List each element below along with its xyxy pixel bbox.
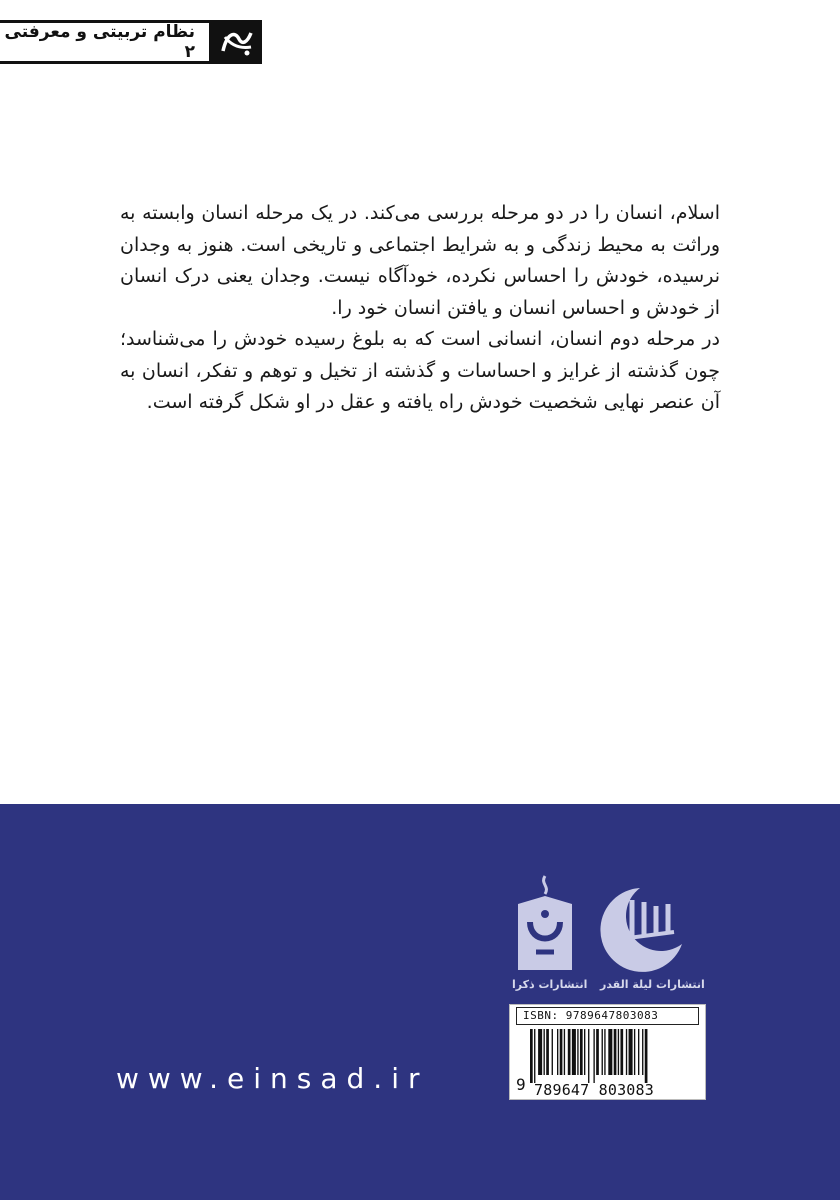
publisher-logos bbox=[512, 862, 705, 1002]
barcode-bar bbox=[614, 1029, 617, 1075]
barcode-bar bbox=[593, 1029, 594, 1083]
barcode-bar bbox=[618, 1029, 619, 1075]
barcode-bar bbox=[560, 1029, 563, 1075]
barcode-bar bbox=[588, 1029, 589, 1083]
barcode-bar bbox=[634, 1029, 635, 1075]
barcode-bar bbox=[564, 1029, 565, 1075]
barcode-bar bbox=[572, 1029, 576, 1075]
barcode-bar bbox=[546, 1029, 549, 1075]
barcode-bar bbox=[577, 1029, 578, 1075]
barcode-bar bbox=[538, 1029, 542, 1075]
isbn-barcode bbox=[509, 1004, 706, 1100]
barcode-bar bbox=[604, 1029, 605, 1075]
series-header bbox=[0, 20, 262, 70]
barcode-bar bbox=[534, 1029, 535, 1083]
barcode-bar bbox=[626, 1029, 627, 1075]
back-cover-text bbox=[120, 198, 720, 419]
barcode-bar bbox=[568, 1029, 571, 1075]
paragraph: اسلام، انسان را در دو مرحله بررسی می‌کند. در یک مرحله انسان وابسته به وراثت به محیط زندگی و به شرایط اجتماعی و تاریخی است. هنوز به وجدان نرسیده، خودش را احساس نکرده، خودآگاه نیست. وجدان یعنی درک انسان از خودش و احساس انسان و یافتن انسان خود را. bbox=[120, 202, 720, 319]
website-url: www.einsad.ir bbox=[116, 1062, 429, 1095]
barcode-bar bbox=[552, 1029, 553, 1075]
isbn-first-digit: 9 bbox=[516, 1075, 526, 1094]
barcode-bar bbox=[629, 1029, 633, 1075]
barcode-bars bbox=[530, 1029, 690, 1083]
barcode-bar bbox=[620, 1029, 623, 1075]
barcode-bar bbox=[642, 1029, 643, 1075]
barcode-bar bbox=[584, 1029, 585, 1075]
barcode-bar bbox=[638, 1029, 639, 1075]
footer-panel bbox=[0, 804, 840, 1200]
zekra-logo-icon bbox=[512, 874, 578, 974]
barcode-bar bbox=[602, 1029, 603, 1075]
laylat-logo-icon bbox=[592, 882, 690, 974]
isbn-digits: 789647 803083 bbox=[534, 1081, 654, 1099]
series-title-bar bbox=[0, 20, 212, 64]
barcode-bar bbox=[596, 1029, 599, 1075]
laylat-label: انتشارات لیلة القدر bbox=[600, 978, 705, 991]
barcode-bar bbox=[544, 1029, 545, 1075]
series-title: نظام تربیتی و معرفتی ۲ bbox=[4, 22, 195, 62]
zekra-label: انتشارات ذکرا bbox=[512, 978, 588, 991]
barcode-bar bbox=[580, 1029, 583, 1075]
paragraph: در مرحله دوم انسان، انسانی است که به بلوغ رسیده خودش را می‌شناسد؛ چون گذشته از غرایز و احساسات و گذشته از تخیل و توهم و تفکر، انسان به آن عنصر نهایی شخصیت خودش راه یافته و عقل در او شکل گرفته است. bbox=[120, 328, 720, 413]
barcode-bar bbox=[645, 1029, 648, 1083]
barcode-bar bbox=[557, 1029, 558, 1075]
barcode-bar bbox=[530, 1029, 533, 1083]
isbn-label: ISBN: 9789647803083 bbox=[516, 1007, 699, 1025]
series-logo-icon bbox=[212, 20, 262, 64]
barcode-bar bbox=[608, 1029, 612, 1075]
